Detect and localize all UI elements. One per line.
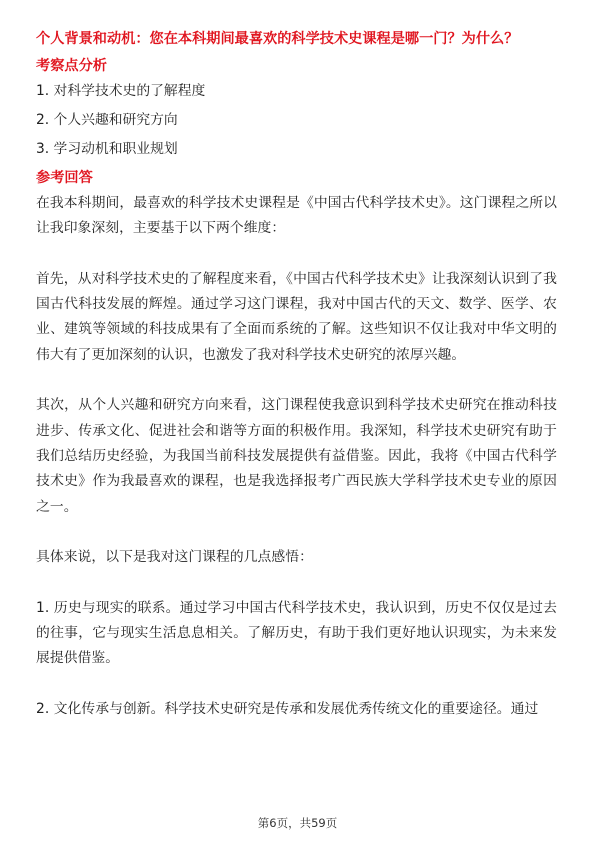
answer-paragraph: 其次，从个人兴趣和研究方向来看，这门课程使我意识到科学技术史研究在推动科技进步、传承文化、促进社会和谐等方面的积极作用。我深知，科学技术史研究有助于我们总结历史经验，为我国当前科技发展提供有益借鉴。因此，我将《中国古代科学技术史》作为我最喜欢的课程，也是我选择报考广西民族大学科学技术史专业的原因之一。 bbox=[36, 397, 557, 515]
answer-paragraph: 具体来说，以下是我对这门课程的几点感悟： bbox=[36, 549, 313, 566]
analysis-heading: 考察点分析 bbox=[36, 58, 107, 74]
answer-paragraph: 1. 历史与现实的联系。通过学习中国古代科学技术史，我认识到，历史不仅仅是过去的往事，它与现实生活息息相关。了解历史，有助于我们更好地认识现实，为未来发展提供借鉴。 bbox=[36, 599, 557, 667]
answer-paragraph: 在我本科期间，最喜欢的科学技术史课程是《中国古代科学技术史》。这门课程之所以让我印象深刻，主要基于以下两个维度： bbox=[36, 195, 557, 237]
page-number: 第6页，共59页 bbox=[257, 816, 338, 830]
answer-paragraph: 首先，从对科学技术史的了解程度来看，《中国古代科学技术史》让我深刻认识到了我国古代科技发展的辉煌。通过学习这门课程，我对中国古代的天文、数学、医学、农业、建筑等领域的科技成果有了全面而系统的了解。这些知识不仅让我对中华文明的伟大有了更加深刻的认识，也激发了我对科学技术史研究的浓厚兴趣。 bbox=[36, 270, 557, 363]
analysis-point: 3. 学习动机和职业规划 bbox=[36, 141, 178, 157]
analysis-point: 1. 对科学技术史的了解程度 bbox=[36, 83, 206, 99]
analysis-points bbox=[36, 77, 557, 164]
question-title: 个人背景和动机：您在本科期间最喜欢的科学技术史课程是哪一门？为什么？ bbox=[36, 31, 519, 47]
analysis-point: 2. 个人兴趣和研究方向 bbox=[36, 112, 178, 128]
answer-body bbox=[36, 191, 557, 722]
answer-paragraph: 2. 文化传承与创新。科学技术史研究是传承和发展优秀传统文化的重要途径。通过 bbox=[36, 700, 539, 717]
answer-heading: 参考回答 bbox=[36, 170, 93, 186]
